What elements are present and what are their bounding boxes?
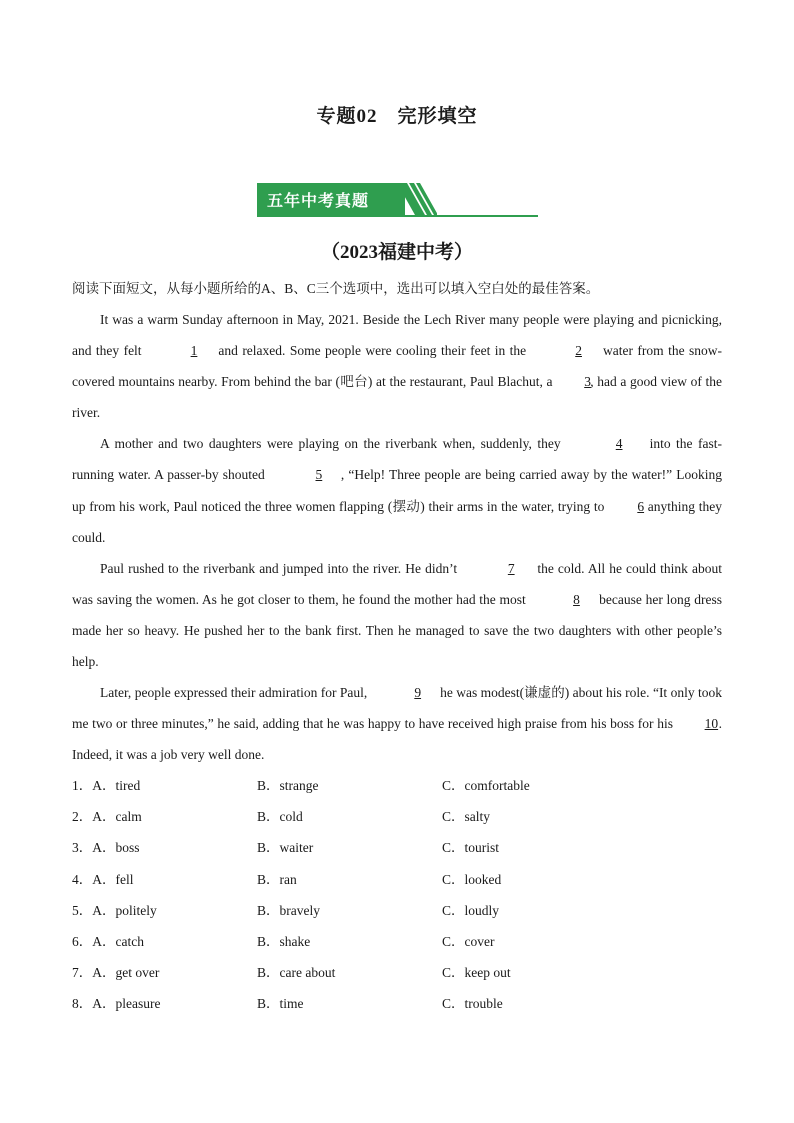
text: A mother and two daughters were playing on the riverbank when, suddenly, they bbox=[100, 436, 567, 452]
option-b: B．shake bbox=[257, 933, 311, 949]
section-title: （2023福建中考） bbox=[320, 242, 473, 263]
option-b: B．strange bbox=[257, 778, 319, 793]
text: into the fast-running water. A passer-by shouted bbox=[72, 436, 722, 483]
banner-stripes-icon bbox=[397, 183, 437, 217]
blank-5: 5 bbox=[315, 467, 323, 483]
text: , had a good view of the river. bbox=[72, 374, 723, 421]
banner-box bbox=[257, 183, 405, 215]
blank-6: 6 bbox=[637, 498, 645, 514]
option-b: B．time bbox=[257, 996, 304, 1012]
option-c: C．comfortable bbox=[442, 778, 530, 793]
text: Later, people expressed their admiration for Paul, bbox=[100, 685, 371, 701]
option-c: C．loudly bbox=[442, 902, 500, 918]
option-c: C．cover bbox=[442, 933, 495, 949]
question-row bbox=[72, 899, 722, 930]
option-b: B．care about bbox=[257, 965, 336, 981]
paragraph-2 bbox=[72, 428, 722, 552]
text: . Indeed, it was a job very well done. bbox=[72, 716, 722, 763]
question-number: 1． bbox=[72, 778, 93, 793]
question-row bbox=[72, 805, 722, 836]
question-row bbox=[72, 961, 722, 992]
blank-8: 8 bbox=[573, 591, 580, 607]
text: and relaxed. Some people were cooling their feet in the bbox=[213, 343, 531, 359]
text: water from the snow-covered mountains nearby. From behind the bar (吧台) at the restaurant, Paul Blachut, a bbox=[72, 343, 722, 390]
option-a: 7．A．get over bbox=[72, 965, 160, 981]
text: , “Help! Three people are being carried away by the water!” Looking up from his work, Paul noticed the three women flapping (摆动) their arms in the water, trying to bbox=[72, 467, 723, 514]
option-c: C．looked bbox=[442, 871, 502, 887]
option-c: C．salty bbox=[442, 809, 491, 825]
blank-2: 2 bbox=[575, 343, 582, 359]
question-row bbox=[72, 774, 722, 805]
blank-1: 1 bbox=[190, 343, 198, 359]
text: because her long dress made her so heavy. He pushed her to the bank first. Then he managed to save the two daughters with other people’s help. bbox=[72, 591, 722, 670]
option-a: 3．A．boss bbox=[72, 840, 140, 856]
blank-10: 10 bbox=[704, 716, 719, 732]
page-title: 专题02 完形填空 bbox=[316, 106, 478, 127]
option-c: C．trouble bbox=[442, 996, 503, 1012]
question-number: 8． bbox=[72, 996, 93, 1012]
text: It was a warm Sunday afternoon in May, 2021. Beside the Lech River many people were playing and picnicking, and they felt bbox=[72, 312, 722, 359]
question-number: 3． bbox=[72, 840, 93, 856]
option-b: B．ran bbox=[257, 871, 297, 887]
option-a: 5．A．politely bbox=[72, 902, 157, 918]
option-b: B．cold bbox=[257, 809, 303, 825]
option-a: 1．A．tired bbox=[72, 778, 141, 793]
question-number: 2． bbox=[72, 809, 93, 825]
banner-label: 五年中考真题 bbox=[267, 191, 370, 210]
text: the cold. All he could think about was saving the women. As he got closer to them, he found the mother had the most bbox=[72, 560, 722, 607]
option-a: 8．A．pleasure bbox=[72, 996, 161, 1012]
option-b: B．waiter bbox=[257, 840, 314, 856]
question-row bbox=[72, 868, 722, 899]
blank-9: 9 bbox=[414, 685, 422, 701]
text: Paul rushed to the riverbank and jumped into the river. He didn’t bbox=[100, 560, 462, 576]
option-c: C．tourist bbox=[442, 840, 500, 856]
option-b: B．bravely bbox=[257, 902, 320, 918]
blank-3: 3 bbox=[584, 374, 591, 390]
banner-underline bbox=[257, 215, 538, 217]
section-banner bbox=[257, 183, 538, 217]
text: anything they could. bbox=[72, 498, 722, 545]
question-row bbox=[72, 992, 722, 1023]
text: he was modest(谦虚的) about his role. “It only took me two or three minutes,” he said, adding that he was happy to have received high praise from his boss for his bbox=[72, 685, 722, 732]
instruction: 阅读下面短文，从每小题所给的A、B、C三个选项中，选出可以填入空白处的最佳答案。 bbox=[72, 281, 600, 296]
paragraph-3 bbox=[72, 553, 722, 677]
blank-4: 4 bbox=[615, 436, 623, 452]
option-a: 6．A．catch bbox=[72, 933, 144, 949]
question-number: 6． bbox=[72, 933, 93, 949]
question-row bbox=[72, 836, 722, 867]
question-number: 5． bbox=[72, 902, 93, 918]
option-a: 2．A．calm bbox=[72, 809, 142, 825]
question-options bbox=[72, 774, 722, 1024]
passage bbox=[72, 304, 722, 770]
option-c: C．keep out bbox=[442, 965, 511, 981]
question-row bbox=[72, 930, 722, 961]
option-a: 4．A．fell bbox=[72, 871, 134, 887]
blank-7: 7 bbox=[507, 560, 515, 576]
paragraph-1 bbox=[72, 304, 722, 428]
paragraph-4 bbox=[72, 677, 722, 770]
question-number: 7． bbox=[72, 965, 93, 981]
question-number: 4． bbox=[72, 871, 93, 887]
